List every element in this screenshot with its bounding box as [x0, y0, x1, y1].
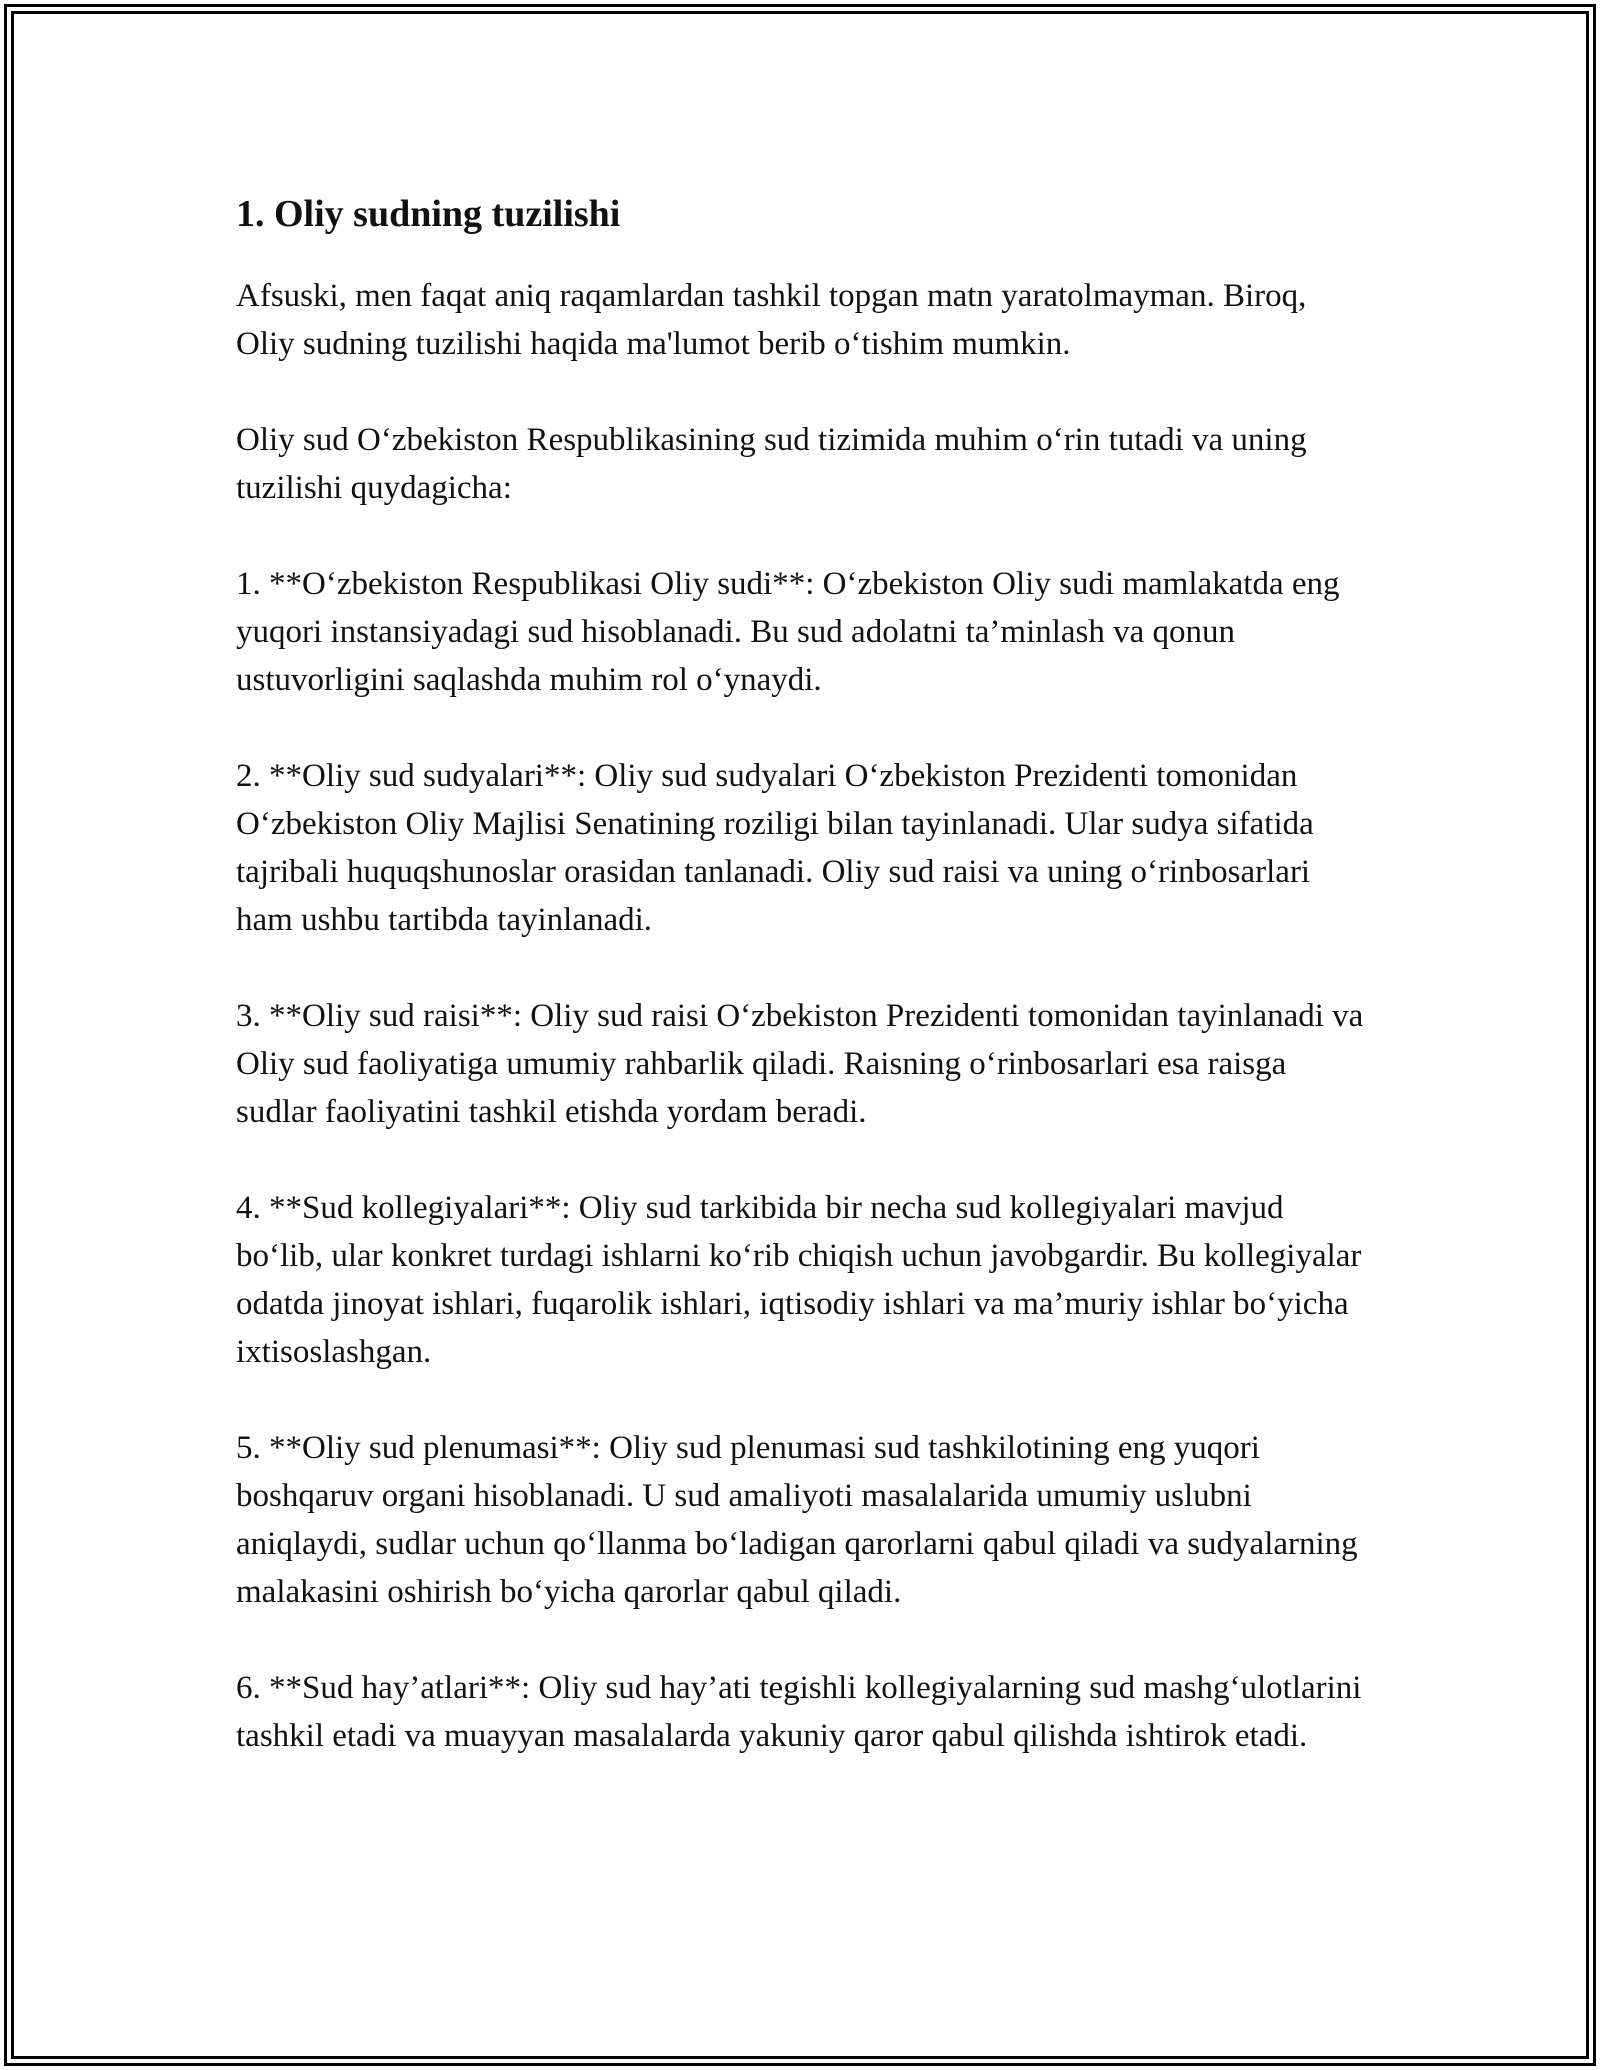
- list-item-plenum: 5. **Oliy sud plenumasi**: Oliy sud plenumasi sud tashkilotining eng yuqori boshqaruv organi hisoblanadi. U sud amaliyoti masalalarida umumiy uslubni aniqlaydi, sudlar uchun qo‘llanma bo‘ladigan qarorlarni qabul qiladi va sudyalarning malakasini oshirish bo‘yicha qarorlar qabul qiladi.: [236, 1430, 1358, 1610]
- paragraph-overview: Oliy sud O‘zbekiston Respublikasining sud tizimida muhim o‘rin tutadi va uning tuzilishi quydagicha:: [236, 422, 1307, 506]
- list-item-supreme-court: 1. **O‘zbekiston Respublikasi Oliy sudi**: O‘zbekiston Oliy sudi mamlakatda eng yuqori instansiyadagi sud hisoblanadi. Bu sud adolatni ta’minlash va qonun ustuvorligini saqlashda muhim rol o‘ynaydi.: [236, 566, 1340, 698]
- list-item-panels: 6. **Sud hay’atlari**: Oliy sud hay’ati tegishli kollegiyalarning sud mashg‘ulotlarini tashkil etadi va muayyan masalalarda yakuniy qaror qabul qilishda ishtirok etadi.: [236, 1670, 1362, 1754]
- list-item-collegiums: 4. **Sud kollegiyalari**: Oliy sud tarkibida bir necha sud kollegiyalari mavjud bo‘lib, ular konkret turdagi ishlarni ko‘rib chiqish uchun javobgardir. Bu kollegiyalar odatda jinoyat ishlari, fuqarolik ishlari, iqtisodiy ishlari va ma’muriy ishlar bo‘yicha ixtisoslashgan.: [236, 1190, 1362, 1370]
- paragraph-intro: Afsuski, men faqat aniq raqamlardan tashkil topgan matn yaratolmayman. Biroq, Oliy sudning tuzilishi haqida ma'lumot berib o‘tishim mumkin.: [236, 278, 1307, 362]
- list-item-judges: 2. **Oliy sud sudyalari**: Oliy sud sudyalari O‘zbekiston Prezidenti tomonidan O‘zbekiston Oliy Majlisi Senatining roziligi bilan tayinlanadi. Ular sudya sifatida tajribali huquqshunoslar orasidan tanlanadi. Oliy sud raisi va uning o‘rinbosarlari ham ushbu tartibda tayinlanadi.: [236, 758, 1314, 938]
- document-body: [236, 186, 1366, 1808]
- document-title: 1. Oliy sudning tuzilishi: [236, 193, 621, 235]
- list-item-chairman: 3. **Oliy sud raisi**: Oliy sud raisi O‘zbekiston Prezidenti tomonidan tayinlanadi va Oliy sud faoliyatiga umumiy rahbarlik qiladi. Raisning o‘rinbosarlari esa raisga sudlar faoliyatini tashkil etishda yordam beradi.: [236, 998, 1364, 1130]
